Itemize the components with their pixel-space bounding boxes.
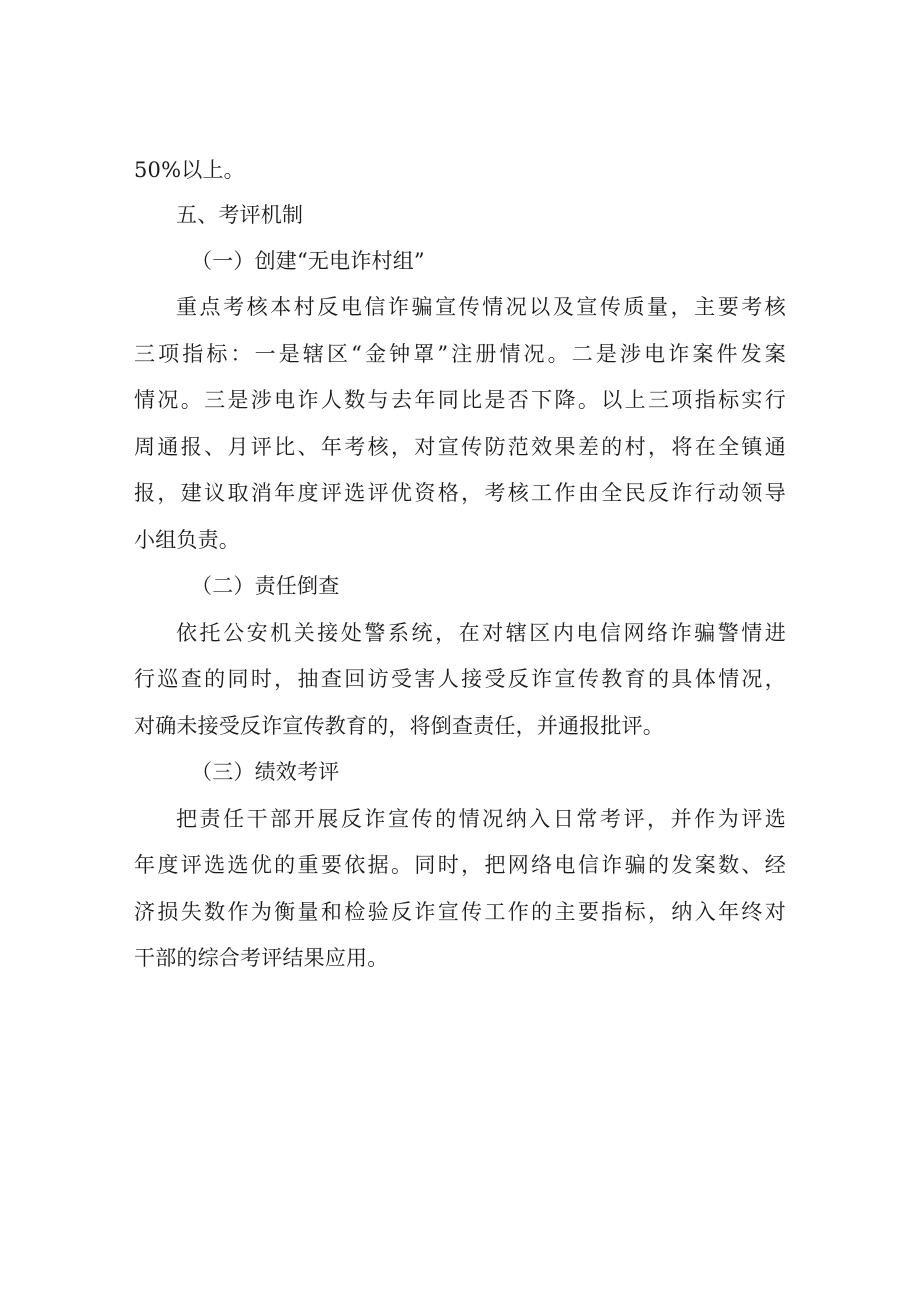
subsection-heading-1: （一）创建“无电诈村组” <box>191 249 425 273</box>
paragraph-line: 年度评选选优的重要依据。同时，把网络电信诈骗的发案数、经 <box>134 853 786 877</box>
paragraph-line: 周通报、月评比、年考核，对宣传防范效果差的村，将在全镇通 <box>134 435 786 459</box>
paragraph-line: 行巡查的同时，抽查回访受害人接受反诈宣传教育的具体情况， <box>134 667 786 691</box>
paragraph-line: 济损失数作为衡量和检验反诈宣传工作的主要指标，纳入年终对 <box>134 900 786 924</box>
section-heading: 五、考评机制 <box>176 203 304 227</box>
paragraph-line: 三项指标：一是辖区“金钟罩”注册情况。二是涉电诈案件发案 <box>134 342 786 366</box>
paragraph-line: 小组负责。 <box>134 528 240 552</box>
paragraph-line: 重点考核本村反电信诈骗宣传情况以及宣传质量，主要考核 <box>176 295 786 319</box>
opening-fragment: 50%以上。 <box>134 158 245 182</box>
paragraph-line: 对确未接受反诈宣传教育的，将倒查责任，并通报批评。 <box>134 714 664 738</box>
paragraph-line: 情况。三是涉电诈人数与去年同比是否下降。以上三项指标实行 <box>134 388 786 412</box>
paragraph-line: 把责任干部开展反诈宣传的情况纳入日常考评，并作为评选 <box>176 807 786 831</box>
paragraph-line: 干部的综合考评结果应用。 <box>134 946 389 970</box>
paragraph-line: 依托公安机关接处警系统，在对辖区内电信网络诈骗警情进 <box>176 621 786 645</box>
subsection-heading-3: （三）绩效考评 <box>191 760 340 784</box>
paragraph-line: 报，建议取消年度评选评优资格，考核工作由全民反诈行动领导 <box>134 481 786 505</box>
subsection-heading-2: （二）责任倒查 <box>191 574 340 598</box>
